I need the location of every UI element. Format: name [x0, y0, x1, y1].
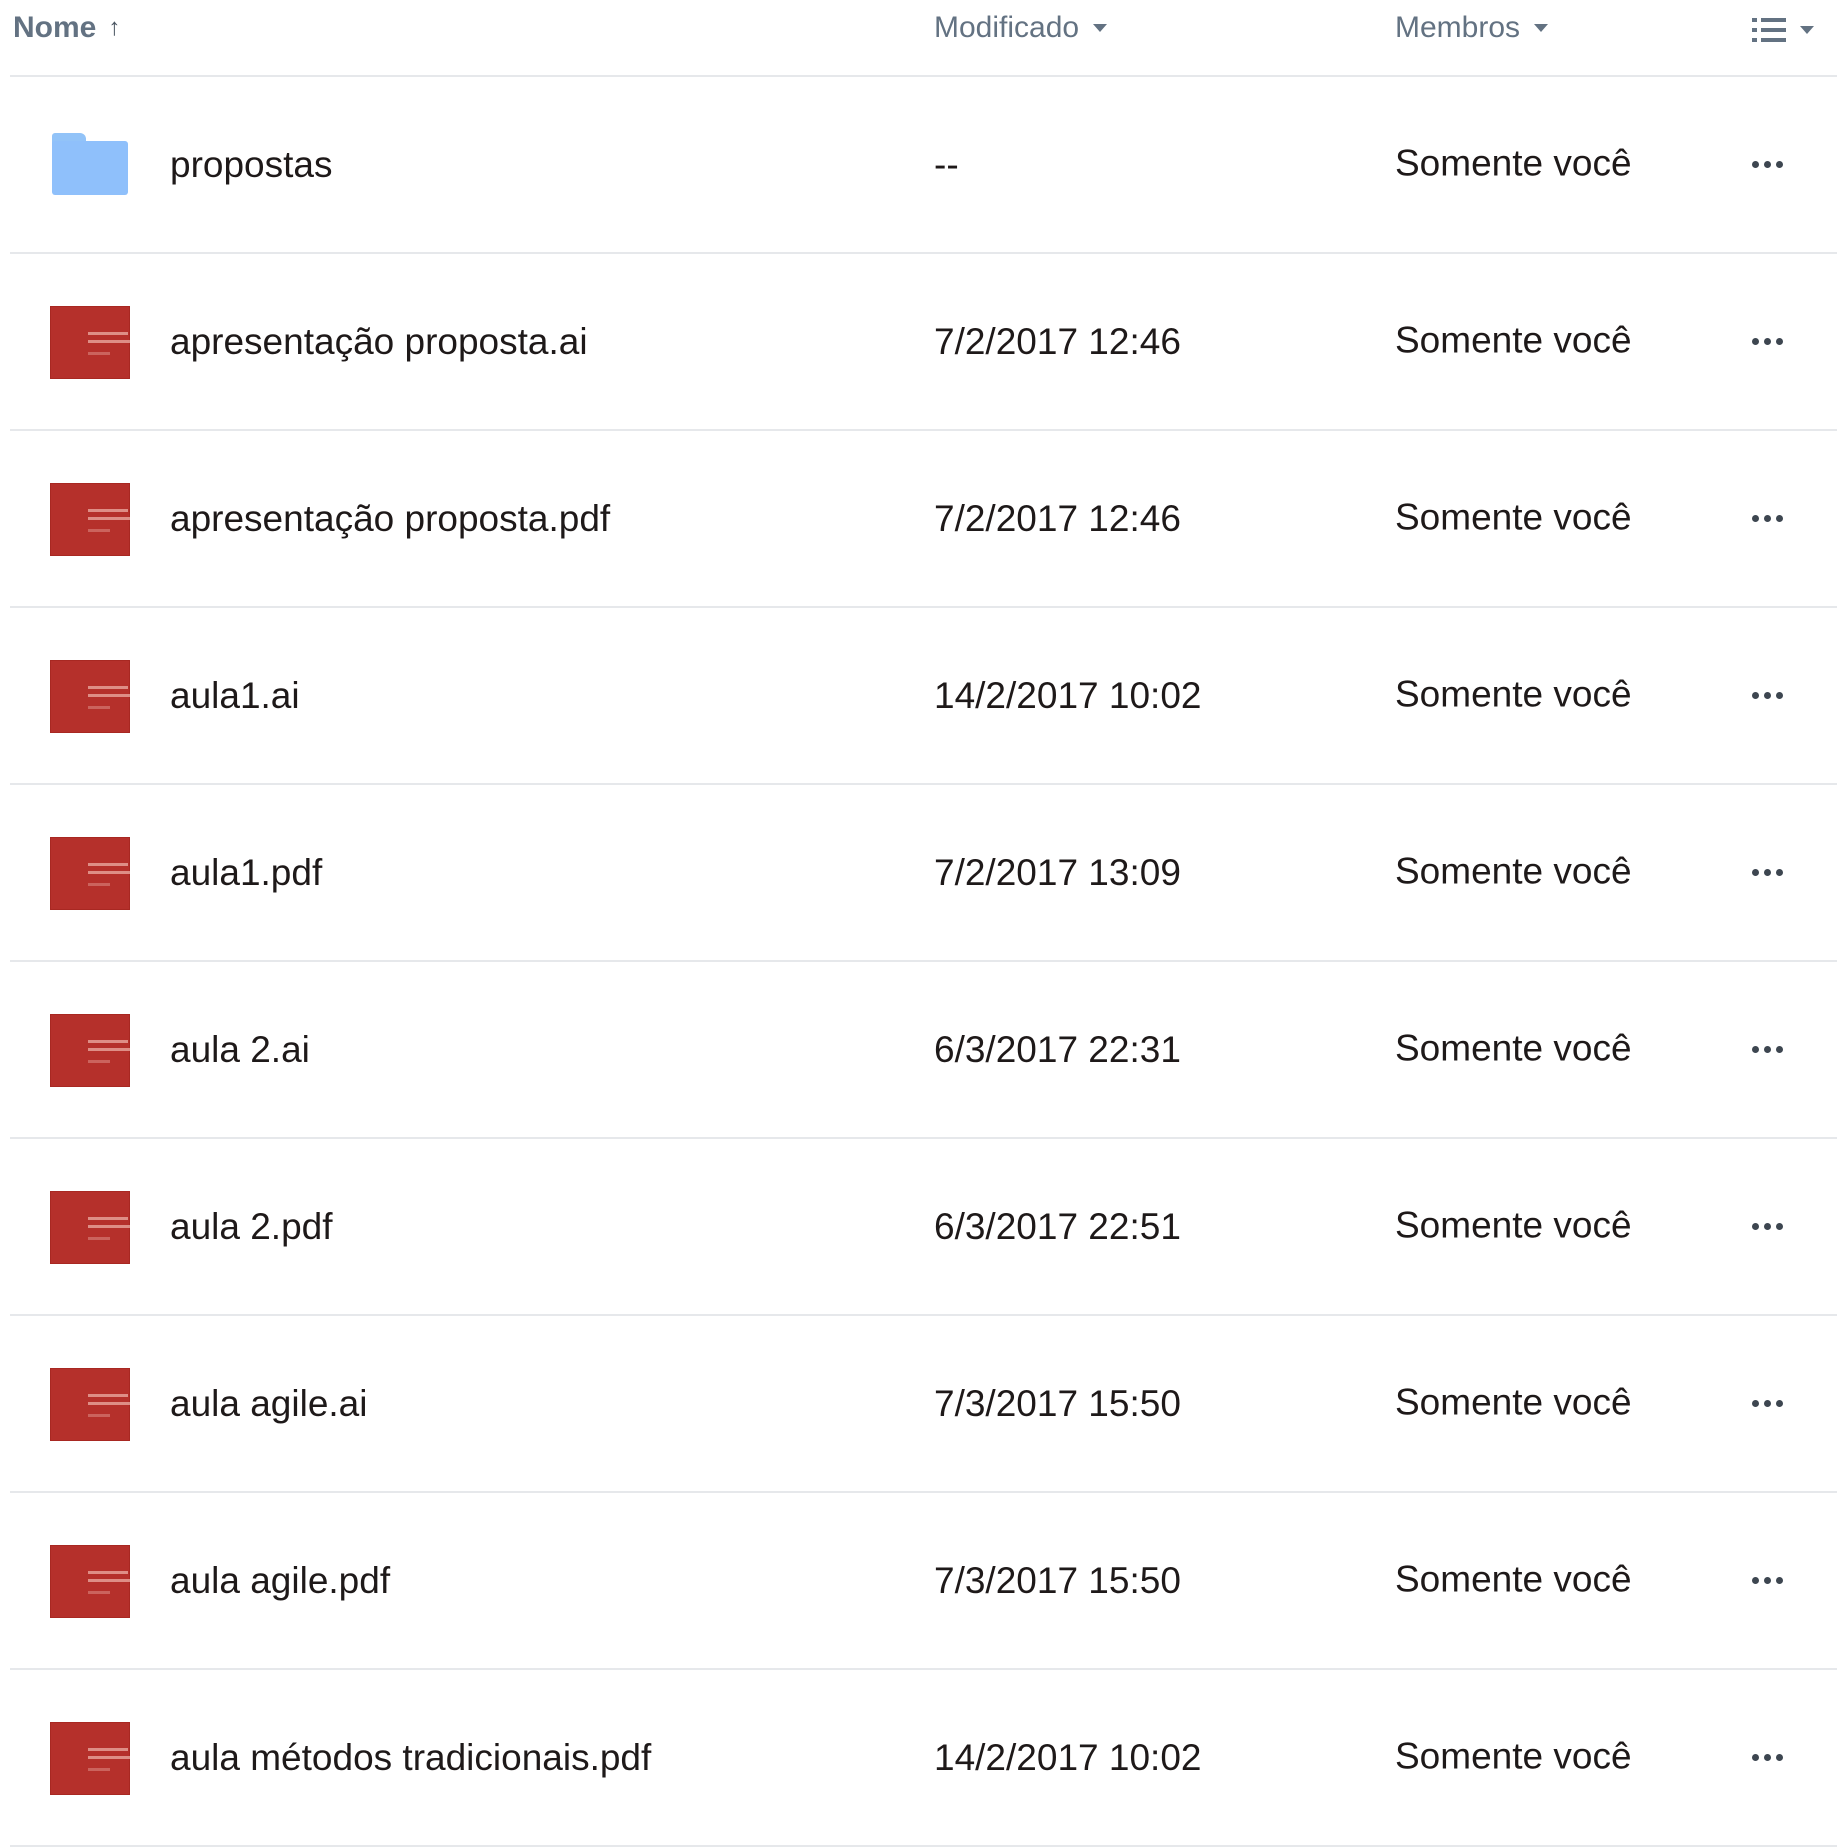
file-row[interactable]: [10, 608, 1837, 785]
row-icon-container: [50, 1189, 130, 1265]
row-icon-container: [50, 304, 130, 380]
row-icon-container: [50, 1720, 130, 1796]
file-name-link[interactable]: aula1.pdf: [170, 851, 323, 893]
caret-down-icon: [1093, 24, 1107, 32]
folder-row[interactable]: [10, 77, 1837, 254]
file-name-link[interactable]: apresentação proposta.pdf: [170, 497, 611, 539]
members-text: Somente você: [1395, 1026, 1632, 1068]
caret-down-icon: [1534, 24, 1548, 32]
more-options-button[interactable]: [1752, 1566, 1802, 1596]
ellipsis-icon: [1752, 1400, 1759, 1407]
file-thumbnail-icon: [50, 306, 130, 379]
file-row[interactable]: [10, 1493, 1837, 1670]
members-text: Somente você: [1395, 1557, 1632, 1599]
caret-down-icon: [1800, 26, 1814, 34]
file-thumbnail-icon: [50, 660, 130, 733]
more-options-button[interactable]: [1752, 1212, 1802, 1242]
row-icon-container: [50, 835, 130, 911]
members-text: Somente você: [1395, 318, 1632, 360]
modified-date: 14/2/2017 10:02: [934, 674, 1202, 716]
members-text: Somente você: [1395, 849, 1632, 891]
file-list: [10, 77, 1837, 1847]
file-thumbnail-icon: [50, 1722, 130, 1795]
members-text: Somente você: [1395, 672, 1632, 714]
file-list-header: [10, 0, 1837, 77]
members-text: Somente você: [1395, 141, 1632, 183]
row-icon-container: [50, 481, 130, 557]
file-row[interactable]: [10, 1670, 1837, 1847]
file-row[interactable]: [10, 1139, 1837, 1316]
modified-date: 6/3/2017 22:31: [934, 1028, 1181, 1070]
row-icon-container: [50, 1366, 130, 1442]
modified-column-label: Modificado: [934, 11, 1080, 44]
more-options-button[interactable]: [1752, 327, 1802, 357]
view-options-button[interactable]: [1752, 12, 1814, 48]
file-name-link[interactable]: aula1.ai: [170, 674, 300, 716]
file-row[interactable]: [10, 962, 1837, 1139]
more-options-button[interactable]: [1752, 150, 1802, 180]
more-options-button[interactable]: [1752, 858, 1802, 888]
members-column-label: Membros: [1395, 11, 1521, 44]
ellipsis-icon: [1752, 869, 1759, 876]
file-row[interactable]: [10, 431, 1837, 608]
file-thumbnail-icon: [50, 1014, 130, 1087]
sort-by-name-button[interactable]: [13, 8, 120, 48]
file-row[interactable]: [10, 254, 1837, 431]
more-options-button[interactable]: [1752, 681, 1802, 711]
file-thumbnail-icon: [50, 1545, 130, 1618]
ellipsis-icon: [1752, 1223, 1759, 1230]
modified-date: 14/2/2017 10:02: [934, 1736, 1202, 1778]
file-name-link[interactable]: apresentação proposta.ai: [170, 320, 588, 362]
row-icon-container: [50, 1012, 130, 1088]
modified-date: 7/3/2017 15:50: [934, 1382, 1181, 1424]
ellipsis-icon: [1752, 1754, 1759, 1761]
modified-date: 7/3/2017 15:50: [934, 1559, 1181, 1601]
file-row[interactable]: [10, 1316, 1837, 1493]
file-thumbnail-icon: [50, 1191, 130, 1264]
ellipsis-icon: [1752, 338, 1759, 345]
modified-date: 7/2/2017 12:46: [934, 497, 1181, 539]
modified-date: 7/2/2017 13:09: [934, 851, 1181, 893]
arrow-up-icon: ↑: [108, 14, 121, 41]
modified-date: 7/2/2017 12:46: [934, 320, 1181, 362]
members-text: Somente você: [1395, 495, 1632, 537]
file-name-link[interactable]: aula 2.pdf: [170, 1205, 333, 1247]
name-column-label: Nome: [13, 11, 97, 44]
file-name-link[interactable]: propostas: [170, 143, 333, 185]
more-options-button[interactable]: [1752, 1389, 1802, 1419]
more-options-button[interactable]: [1752, 504, 1802, 534]
file-name-link[interactable]: aula agile.pdf: [170, 1559, 391, 1601]
file-name-link[interactable]: aula métodos tradicionais.pdf: [170, 1736, 652, 1778]
file-thumbnail-icon: [50, 483, 130, 556]
row-icon-container: [50, 658, 130, 734]
ellipsis-icon: [1752, 692, 1759, 699]
ellipsis-icon: [1752, 515, 1759, 522]
members-text: Somente você: [1395, 1203, 1632, 1245]
sort-by-members-button[interactable]: [1395, 8, 1548, 48]
file-thumbnail-icon: [50, 837, 130, 910]
file-name-link[interactable]: aula 2.ai: [170, 1028, 310, 1070]
file-row[interactable]: [10, 785, 1837, 962]
sort-by-modified-button[interactable]: [934, 8, 1107, 48]
ellipsis-icon: [1752, 1046, 1759, 1053]
file-name-link[interactable]: aula agile.ai: [170, 1382, 368, 1424]
more-options-button[interactable]: [1752, 1743, 1802, 1773]
members-text: Somente você: [1395, 1734, 1632, 1776]
row-icon-container: [50, 1543, 130, 1619]
folder-icon: [52, 133, 128, 195]
ellipsis-icon: [1752, 161, 1759, 168]
row-icon-container: [50, 127, 130, 203]
list-view-icon: [1752, 15, 1786, 45]
modified-date: --: [934, 143, 959, 185]
members-text: Somente você: [1395, 1380, 1632, 1422]
file-thumbnail-icon: [50, 1368, 130, 1441]
ellipsis-icon: [1752, 1577, 1759, 1584]
modified-date: 6/3/2017 22:51: [934, 1205, 1181, 1247]
more-options-button[interactable]: [1752, 1035, 1802, 1065]
